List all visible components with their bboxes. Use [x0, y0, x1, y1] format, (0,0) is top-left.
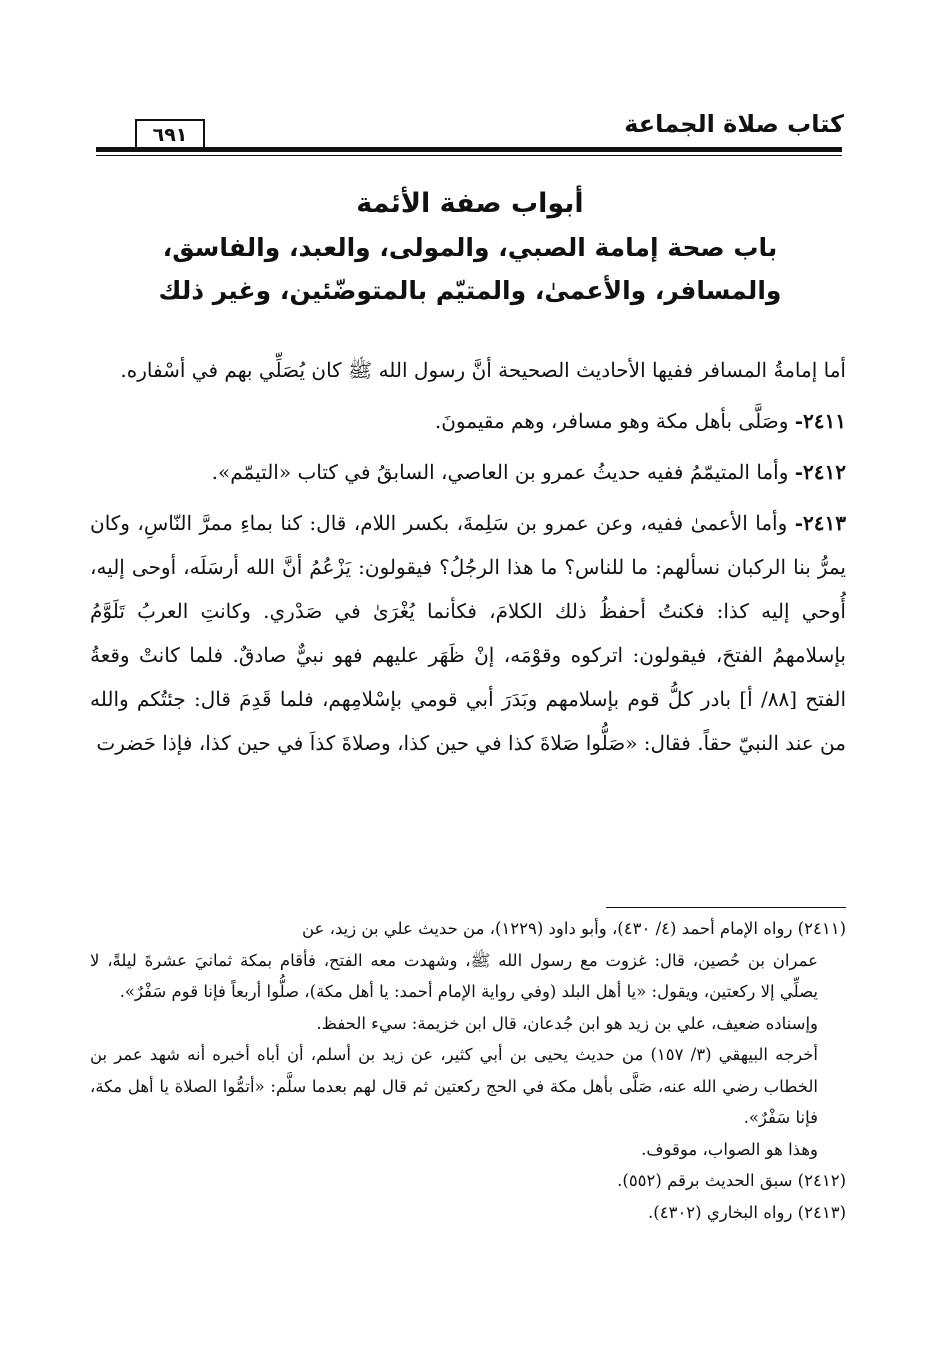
header-rule: [96, 147, 842, 152]
chapter-title-line-2: والمسافر، والأعمىٰ، والمتيّم بالمتوضّئين، وغير ذلك: [158, 276, 782, 305]
header-rule-thin: [96, 155, 842, 156]
footnote-2411-bayhaqi: أخرجه البيهقي (٣/ ١٥٧) من حديث يحيى بن أبي كثير، عن زيد بن أسلم، أن أباه أخبره أنه شهد عمر بن الخطاب رضي الله عنه، صَلَّى بأهل مكة في الحج ركعتين ثم قال لهم بعدما سلَّم: «أتمُّوا الصلاة يا أهل مكة، فإنا سَفْرٌ».: [90, 1045, 818, 1127]
main-text: [90, 348, 846, 765]
hadith-2411: [90, 399, 846, 443]
footnote-separator: [606, 907, 846, 908]
hadith-text: وأما المتيمّمُ ففيه حديثُ عمرو بن العاصي، السابقُ في كتاب «التيمّم».: [211, 460, 789, 484]
hadith-number: ٢٤١٢-: [794, 460, 846, 484]
running-title: كتاب صلاة الجماعة: [624, 110, 844, 138]
page-number: ٦٩١: [135, 119, 205, 149]
hadith-2413: [90, 501, 846, 765]
footnote-2411-isnad: وإسناده ضعيف، علي بن زيد هو ابن جُدعان، قال ابن خزيمة: سيء الحفظ.: [316, 1013, 818, 1033]
hadith-number: ٢٤١١-: [794, 409, 846, 433]
chapter-title-line-1: باب صحة إمامة الصبي، والمولى، والعبد، والفاسق،: [162, 233, 778, 262]
footnote-2411-text: عمران بن حُصين، قال: غزوت مع رسول الله ﷺ، وشهدت معه الفتح، فأقام بمكة ثمانيَ عشرةَ ليلةً، لا يصلِّي إلا ركعتين، ويقول: «يا أهل البلد (وفي رواية الإمام أحمد: يا أهل مكة)، صلُّوا أربعاً فإنا قوم سَفْرٌ».: [90, 950, 818, 1001]
intro-paragraph: أما إمامةُ المسافر ففيها الأحاديث الصحيحة أنَّ رسول الله ﷺ كان يُصَلِّي بهم في أسْفاره.: [120, 358, 846, 382]
chapter-headings: [90, 182, 850, 312]
section-title: أبواب صفة الأئمة: [356, 188, 584, 219]
hadith-number: ٢٤١٣-: [794, 511, 846, 535]
hadith-text: وأما الأعمىٰ ففيه، وعن عمرو بن سَلِمةَ، بكسر اللام، قال: كنا بماءِ ممرَّ النّاسِ، وكان يمرُّ بنا الركبان نسألهم: ما للناس؟ ما هذا الرجُلُ؟ فيقولون: يَزْعُمُ أنَّ الله أرسَلَه، أوحى إليه، أُوحي إليه كذا: فكنتُ أحفظُ ذلك الكلامَ، فكأنما يُغْرَىٰ في صَدْري. وكانتِ العربُ تَلَوَّمُ بإسلامهمُ الفتحَ، فيقولون: اتركوه وقوْمَه، إنْ ظَهَر عليهم فهو نبيٌّ صادقٌ. فلما كانتْ وقعةُ الفتح [٨٨/ أ] بادر كلُّ قوم بإسلامهم وبَدَرَ أبي قومي بإسْلامِهم، فلما قَدِمَ قال: جئتُكم والله من عند النبيّ حقاً. فقال: «صَلُّوا صَلاةَ كذا في حين كذا، وصلاةَ كذاَ في حين كذا، فإذا حَضرت: [90, 511, 847, 755]
footnote-2412: (٢٤١٢) سبق الحديث برقم (٥٥٢).: [617, 1171, 846, 1190]
footnote-2411-first-line: (٢٤١١) رواه الإمام أحمد (٤/ ٤٣٠)، وأبو داود (١٢٢٩)، من حديث علي بن زيد، عن: [301, 919, 846, 938]
footnotes: [90, 913, 846, 1228]
footnote-2413: (٢٤١٣) رواه البخاري (٤٣٠٢).: [648, 1202, 846, 1222]
footnote-2411-verdict: وهذا هو الصواب، موقوف.: [641, 1139, 818, 1159]
hadith-text: وصَلَّى بأهل مكة وهو مسافر، وهم مقيمونَ.: [434, 409, 789, 433]
hadith-2412: [90, 450, 846, 494]
